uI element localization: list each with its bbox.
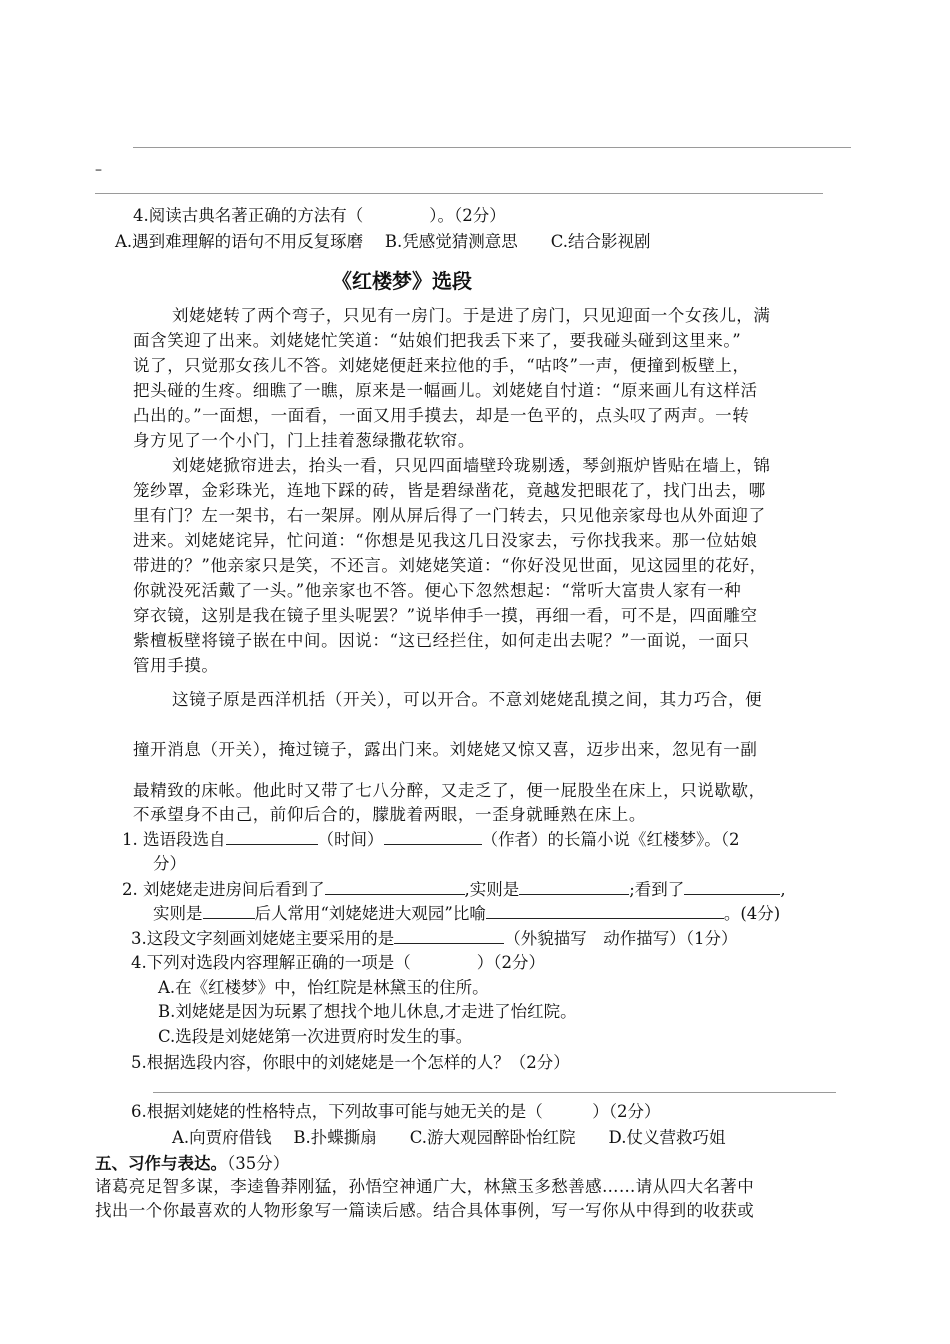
metaphor-blank[interactable] bbox=[486, 904, 724, 919]
question-1-text: 1. 选语段选自 bbox=[122, 830, 226, 849]
passage-line: 笼纱罩，金彩珠光，连地下踩的砖，皆是碧绿凿花，竟越发把眼花了，找门出去，哪 bbox=[133, 481, 766, 500]
question-6: 6.根据刘姥姥的性格特点，下列故事可能与她无关的是（ ）（2分） bbox=[131, 1102, 661, 1121]
passage-line: 不承望身不由己，前仰后合的，朦胧着两眼，一歪身就睡熟在床上。 bbox=[133, 805, 646, 824]
actual-blank-1[interactable] bbox=[519, 880, 629, 895]
author-blank[interactable] bbox=[384, 830, 482, 845]
question-6-options: A.向贾府借钱 B.扑蝶撕扇 C.游大观园醉卧怡红院 D.仗义营救巧姐 bbox=[172, 1128, 726, 1147]
passage-line: 刘姥姥掀帘进去，抬头一看，只见四面墙壁玲珑剔透，琴剑瓶炉皆贴在墙上，锦 bbox=[172, 456, 771, 475]
passage-line: 最精致的床帐。他此时又带了七八分醉，又走乏了，便一屁股坐在床上，只说歇歇， bbox=[133, 781, 766, 800]
question-2-text: 。(4分) bbox=[723, 904, 781, 923]
passage-line: 把头碰的生疼。细瞧了一瞧，原来是一幅画儿。刘姥姥自忖道：“原来画儿有这样活 bbox=[133, 381, 758, 400]
section-5-title: 五、习作与表达。 bbox=[95, 1154, 227, 1173]
option-c: C.选段是刘姥姥第一次进贾府时发生的事。 bbox=[158, 1027, 473, 1046]
option-b: B.刘姥姥是因为玩累了想找个地儿休息,才走进了怡红院。 bbox=[158, 1002, 577, 1021]
question-2-text: ;看到了 bbox=[629, 880, 685, 899]
question-1 bbox=[122, 826, 740, 850]
passage-line: 穿衣镜，这别是我在镜子里头呢罢？”说毕伸手一摸，再细一看，可不是，四面雕空 bbox=[133, 606, 758, 625]
dash-mark: – bbox=[95, 162, 102, 178]
passage-line: 凸出的。”一面想，一面看，一面又用手摸去，却是一色平的，点头叹了两声。一转 bbox=[133, 406, 750, 425]
question-3-text: 3.这段文字刻画刘姥姥主要采用的是 bbox=[131, 929, 395, 948]
passage-line: 紫檀板壁将镜子嵌在中间。因说：“这已经拦住，如何走出去呢？”一面说，一面只 bbox=[133, 631, 750, 650]
passage-line: 刘姥姥转了两个弯子，只见有一房门。于是进了房门，只见迎面一个女孩儿，满 bbox=[172, 306, 771, 325]
passage-line: 说了，只觉那女孩儿不答。刘姥姥便赶来拉他的手，“咕咚”一声，便撞到板壁上， bbox=[133, 356, 750, 375]
seen-blank-2[interactable] bbox=[684, 880, 780, 895]
answer-line bbox=[133, 147, 851, 148]
question-3 bbox=[131, 925, 738, 949]
question-5: 5.根据选段内容，你眼中的刘姥姥是一个怎样的人？（2分） bbox=[131, 1053, 570, 1072]
writing-prompt-line: 诸葛亮足智多谋，李逵鲁莽刚猛，孙悟空神通广大，林黛玉多愁善感……请从四大名著中 bbox=[95, 1177, 755, 1196]
passage-line: 身方见了一个小门，门上挂着葱绿撒花软帘。 bbox=[133, 431, 475, 450]
question-2-text: ,实则是 bbox=[464, 880, 520, 899]
option-a: A.在《红楼梦》中，怡红院是林黛玉的住所。 bbox=[158, 978, 489, 997]
question-2-text: 2. 刘姥姥走进房间后看到了 bbox=[122, 880, 325, 899]
question-4-top-options: A.遇到难理解的语句不用反复琢磨 B.凭感觉猜测意思 C.结合影视剧 bbox=[115, 232, 651, 251]
method-blank[interactable] bbox=[394, 929, 504, 944]
section-5-heading bbox=[95, 1150, 289, 1174]
passage-line: 里有门？左一架书，右一架屏。刚从屏后得了一门转去，只见他亲家母也从外面迎了 bbox=[133, 506, 766, 525]
question-1-text: （时间） bbox=[317, 830, 384, 849]
question-3-text: （外貌描写 动作描写）（1分） bbox=[504, 929, 738, 948]
passage-line: 你就没死活戴了一头。”他亲家也不答。便心下忽然想起：“常听大富贵人家有一种 bbox=[133, 581, 742, 600]
question-2-text: 后人常用“刘姥姥进大观园”比喻 bbox=[254, 904, 486, 923]
question-2-cont bbox=[153, 900, 780, 924]
passage-line: 撞开消息（开关），掩过镜子，露出门来。刘姥姥又惊又喜，迈步出来，忽见有一副 bbox=[133, 740, 758, 759]
passage-line: 带进的？”他亲家只是笑，不还言。刘姥姥笑道：“你好没见世面，见这园里的花好， bbox=[133, 556, 767, 575]
answer-line bbox=[95, 193, 823, 194]
question-1-cont: 分） bbox=[153, 854, 186, 873]
question-1-text: （作者）的长篇小说《红楼梦》。（2 bbox=[481, 830, 740, 849]
actual-blank-2[interactable] bbox=[203, 904, 255, 919]
time-blank[interactable] bbox=[226, 830, 318, 845]
question-4: 4.下列对选段内容理解正确的一项是（ ）（2分） bbox=[131, 953, 545, 972]
writing-prompt-line: 找出一个你最喜欢的人物形象写一篇读后感。结合具体事例，写一写你从中得到的收获或 bbox=[95, 1201, 755, 1220]
seen-blank-1[interactable] bbox=[325, 880, 465, 895]
question-2 bbox=[122, 876, 786, 900]
passage-line: 这镜子原是西洋机括（开关），可以开合。不意刘姥姥乱摸之间，其力巧合，便 bbox=[172, 690, 763, 709]
passage-line: 面含笑迎了出来。刘姥姥忙笑道：“姑娘们把我丢下来了，要我碰头碰到这里来。” bbox=[133, 331, 742, 350]
passage-line: 管用手摸。 bbox=[133, 656, 219, 675]
question-4-top: 4.阅读古典名著正确的方法有（ ）。（2分） bbox=[133, 206, 506, 225]
question-2-text: 实则是 bbox=[153, 904, 203, 923]
question-2-text: , bbox=[780, 880, 786, 899]
section-5-score: （35分） bbox=[227, 1154, 290, 1173]
passage-title: 《红楼梦》选段 bbox=[332, 269, 472, 293]
answer-line[interactable] bbox=[153, 1092, 836, 1093]
passage-line: 进来。刘姥姥诧异，忙问道：“你想是见我这几日没家去，亏你找我来。那一位姑娘 bbox=[133, 531, 758, 550]
